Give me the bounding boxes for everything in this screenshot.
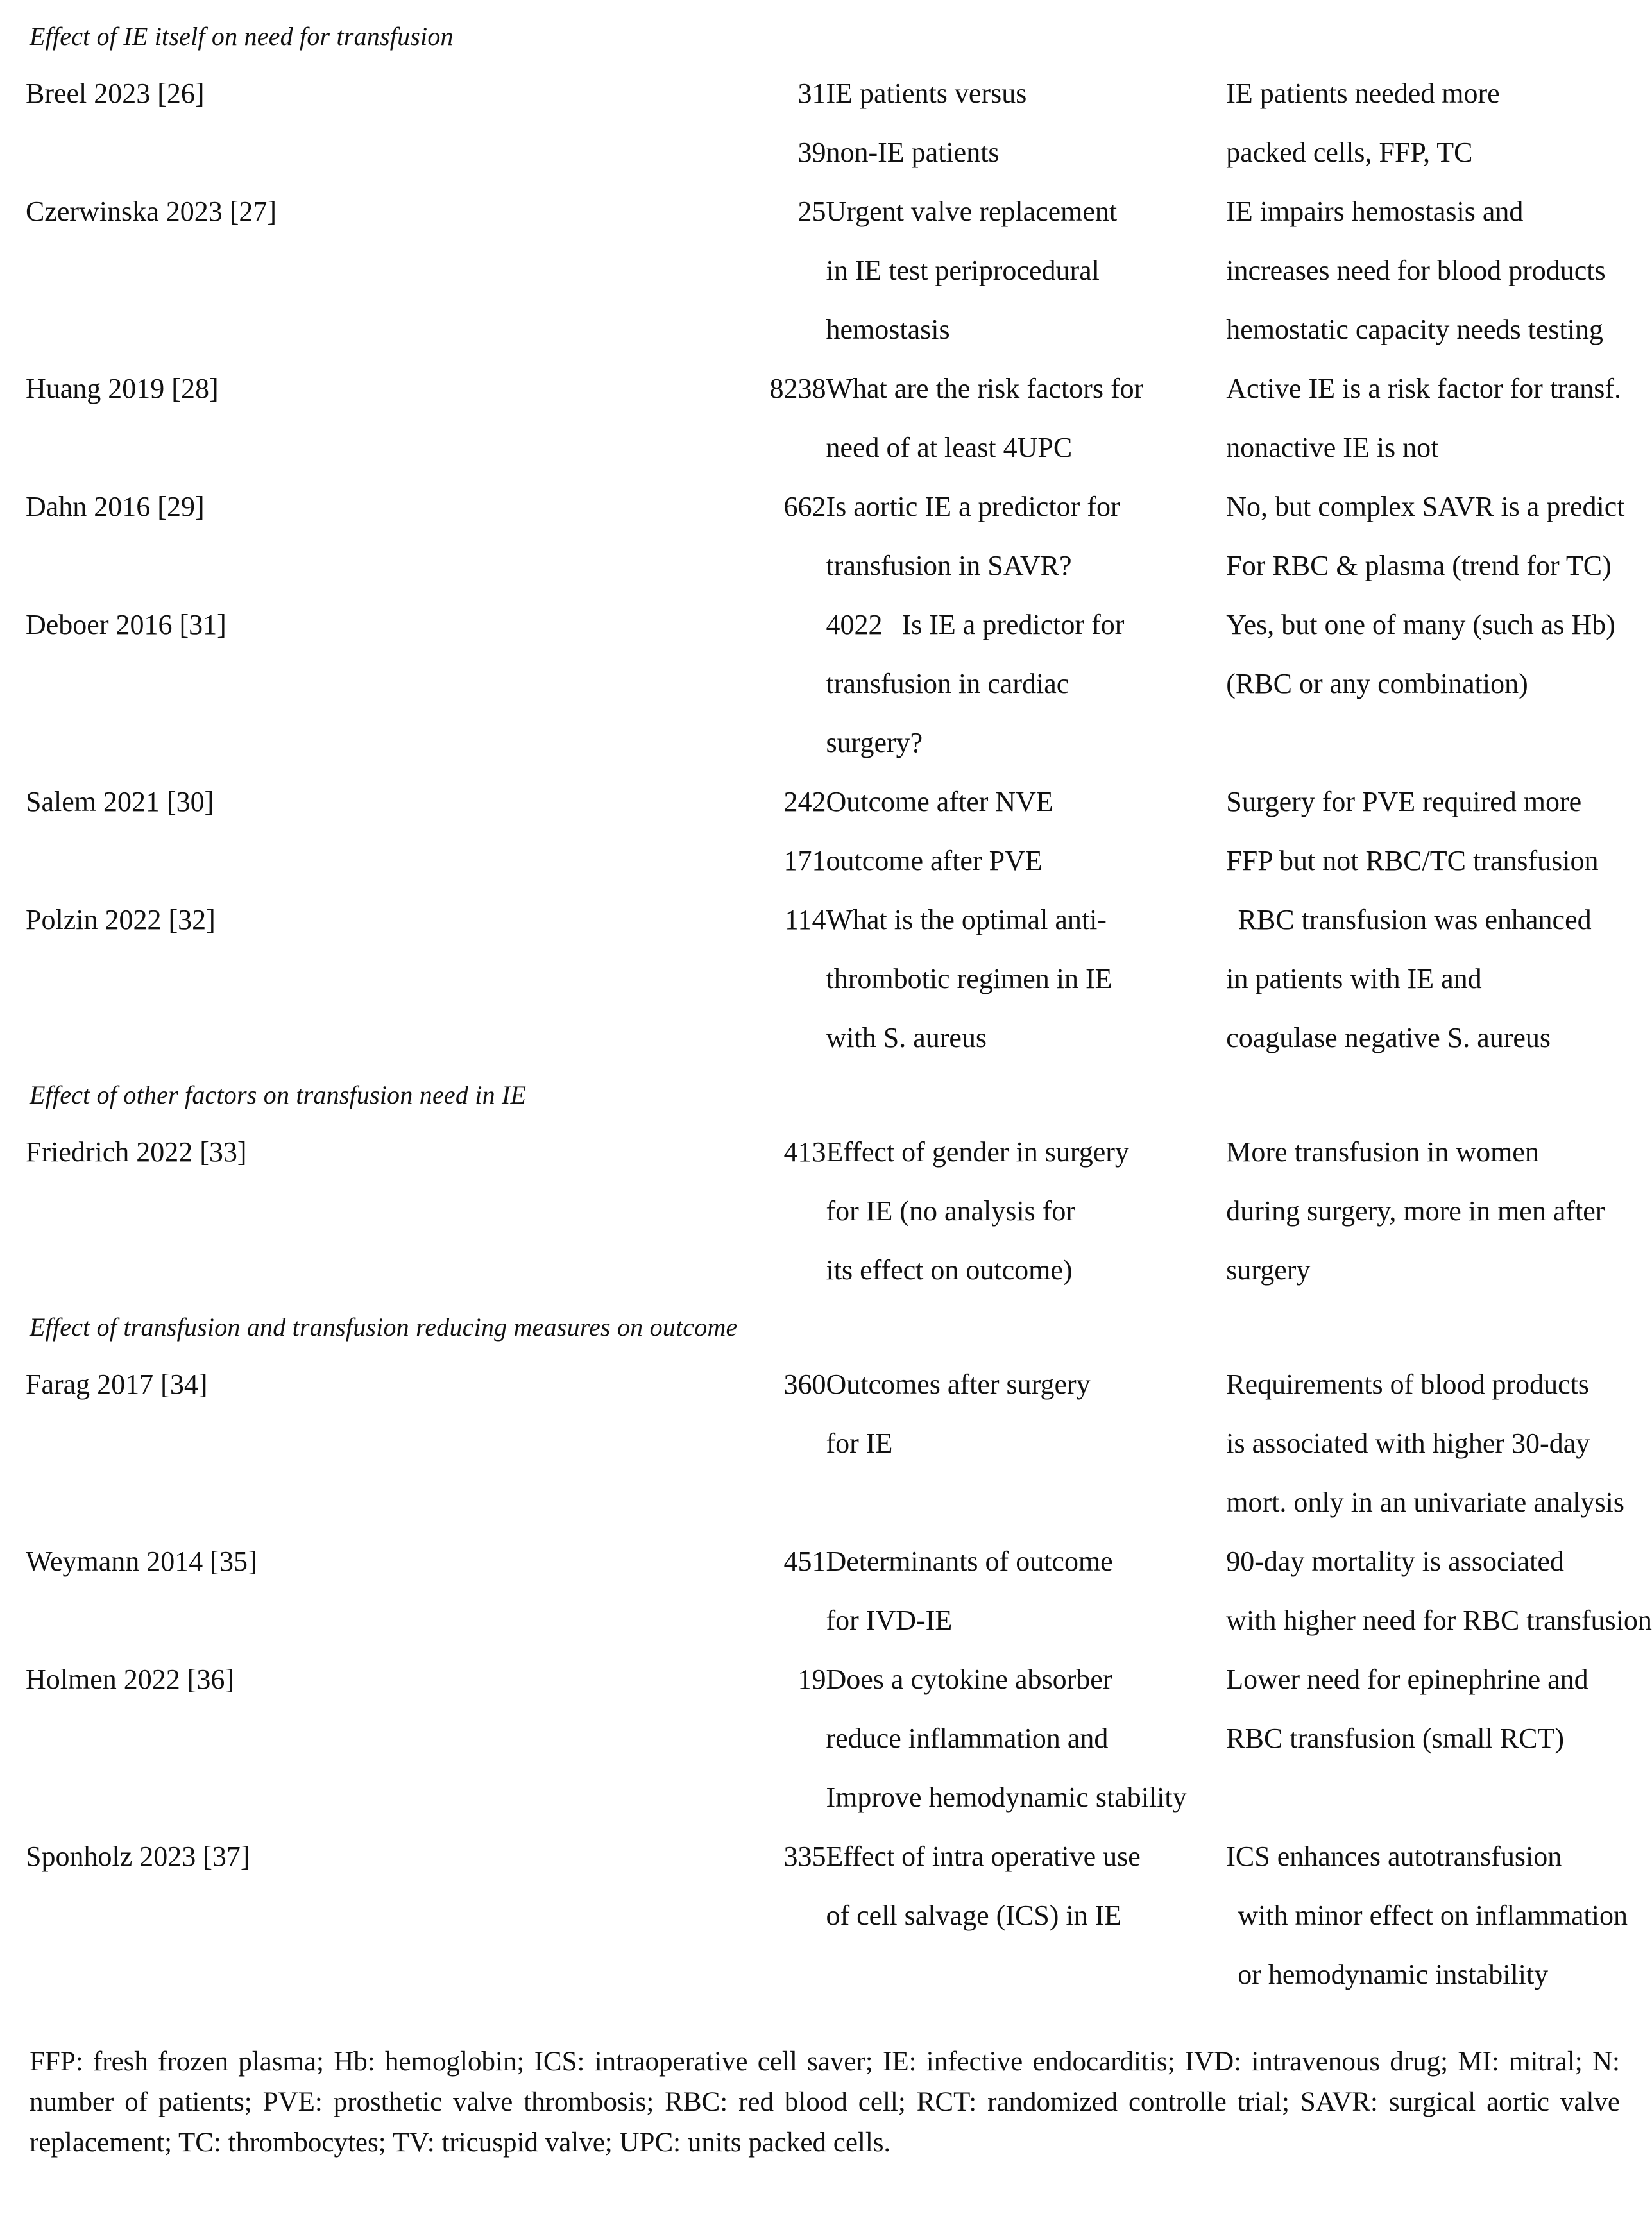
patient-count: 242 (783, 786, 826, 817)
table-row (26, 1009, 1626, 1068)
study-finding: Lower need for epinephrine and (1226, 1664, 1588, 1695)
abbreviations-footnote: FFP: fresh frozen plasma; Hb: hemoglobin; ICS: intraoperative cell saver; IE: infective endocarditis; IVD: intravenous drug; MI: mitral; N: number of patients; PVE: prosthetic valve thrombosis; RBC: red blood cell; RCT: randomized controlle trial; SAVR: surgical aortic valve replacement; TC: thrombocytes; TV: tricuspid valve; UPC: units packed cells. (30, 2047, 1620, 2158)
table-row (26, 713, 1626, 772)
study-aim (826, 1473, 1227, 1532)
table-row (26, 891, 1626, 950)
study-reference-continued (26, 1945, 426, 2004)
patient-count (426, 713, 826, 772)
study-finding: increases need for blood products (1226, 255, 1606, 286)
patient-count: 31 (797, 78, 826, 109)
study-reference-continued (26, 1591, 426, 1650)
study-aim: Improve hemodynamic stability (826, 1782, 1187, 1813)
study-reference-continued (26, 654, 426, 713)
study-reference-continued (26, 1709, 426, 1768)
patient-count: 19 (797, 1664, 826, 1695)
study-finding (1226, 713, 1626, 772)
study-finding: RBC transfusion (small RCT) (1226, 1723, 1565, 1754)
study-finding: surgery (1226, 1254, 1311, 1286)
section-heading: Effect of IE itself on need for transfusion (30, 22, 454, 51)
study-finding: RBC transfusion was enhanced (1238, 904, 1592, 935)
study-finding: coagulase negative S. aureus (1226, 1022, 1551, 1053)
patient-count (426, 300, 826, 359)
study-reference-continued (26, 536, 426, 595)
table-row (26, 241, 1626, 300)
table-row (26, 1945, 1626, 2004)
patient-count (426, 595, 826, 654)
patient-count (426, 950, 826, 1009)
study-reference: Dahn 2016 [29] (26, 491, 205, 522)
study-reference-continued (26, 418, 426, 477)
study-aim: need of at least 4UPC (826, 432, 1073, 463)
study-finding: No, but complex SAVR is a predict (1226, 491, 1625, 522)
study-aim: What is the optimal anti- (826, 904, 1107, 935)
study-finding (1226, 1945, 1626, 2004)
table-row (26, 1591, 1626, 1650)
studies-table (26, 9, 1652, 2004)
patient-count (426, 654, 826, 713)
patient-count (426, 1241, 826, 1300)
study-finding: Active IE is a risk factor for transf. (1226, 373, 1622, 404)
study-reference: Friedrich 2022 [33] (26, 1136, 247, 1168)
study-aim: reduce inflammation and (826, 1723, 1109, 1754)
patient-count: 171 (783, 845, 826, 876)
section-heading-row (26, 9, 1626, 64)
section-heading-row (26, 1300, 1626, 1355)
study-finding: mort. only in an univariate analysis (1226, 1487, 1624, 1518)
patient-count: 360 (783, 1368, 826, 1400)
study-finding: IE patients needed more (1226, 78, 1500, 109)
study-aim (826, 595, 1227, 654)
patient-count: 8238 (769, 373, 826, 404)
patient-count: 413 (783, 1136, 826, 1168)
table-row (26, 1473, 1626, 1532)
study-finding: Yes, but one of many (such as Hb) (1226, 609, 1615, 640)
study-reference-continued (26, 831, 426, 891)
study-finding: is associated with higher 30-day (1226, 1428, 1590, 1459)
study-aim: hemostasis (826, 314, 950, 345)
study-finding: Surgery for PVE required more (1226, 786, 1582, 817)
study-finding: hemostatic capacity needs testing (1226, 314, 1603, 345)
study-finding: FFP but not RBC/TC transfusion (1226, 845, 1599, 876)
study-finding: 90-day mortality is associated (1226, 1546, 1564, 1577)
patient-count: 114 (785, 904, 826, 935)
study-reference-continued (26, 300, 426, 359)
study-aim: non-IE patients (826, 137, 1000, 168)
study-reference-continued (26, 1768, 426, 1827)
study-aim: for IVD-IE (826, 1605, 953, 1636)
table-row (26, 1886, 1626, 1945)
aim-and-finding (826, 891, 1627, 950)
table-row (26, 950, 1626, 1009)
study-aim: surgery? (826, 727, 923, 758)
study-finding: IE impairs hemostasis and (1226, 196, 1524, 227)
study-reference: Deboer 2016 [31] (26, 609, 226, 640)
study-reference-continued (26, 1241, 426, 1300)
patient-count (426, 1414, 826, 1473)
patient-count (426, 1886, 826, 1945)
patient-count: 335 (783, 1841, 826, 1872)
patient-count-inline: 4022 (826, 609, 883, 640)
study-aim: for IE (826, 1428, 893, 1459)
patient-count: 25 (797, 196, 826, 227)
patient-count: 451 (783, 1546, 826, 1577)
study-finding: (RBC or any combination) (1226, 668, 1528, 699)
study-aim: its effect on outcome) (826, 1254, 1073, 1286)
study-aim: thrombotic regimen in IE (826, 963, 1112, 994)
table-row (26, 1768, 1626, 1827)
study-aim: of cell salvage (ICS) in IE (826, 1900, 1122, 1931)
section-heading-row (26, 1068, 1626, 1123)
patient-count (426, 1473, 826, 1532)
study-finding: Requirements of blood products (1226, 1368, 1590, 1400)
study-finding: packed cells, FFP, TC (1226, 137, 1473, 168)
table-row (26, 1827, 1626, 1886)
table-row (26, 654, 1626, 713)
table-row (26, 300, 1626, 359)
study-reference-continued (26, 713, 426, 772)
table-row (26, 1241, 1626, 1300)
study-aim: Outcome after NVE (826, 786, 1053, 817)
patient-count: 39 (797, 137, 826, 168)
patient-count (426, 1591, 826, 1650)
table-row (26, 1709, 1626, 1768)
study-aim-text: Is IE a predictor for (901, 609, 1125, 640)
study-aim (826, 1945, 1227, 2004)
study-reference-continued (26, 123, 426, 182)
study-aim: IE patients versus (826, 78, 1027, 109)
patient-count: 662 (783, 491, 826, 522)
patient-count (426, 418, 826, 477)
study-finding: in patients with IE and (1226, 963, 1482, 994)
study-reference: Salem 2021 [30] (26, 786, 214, 817)
patient-count (426, 1945, 826, 2004)
study-finding-text: or hemodynamic instability (1238, 1959, 1549, 1990)
study-aim: Effect of gender in surgery (826, 1136, 1129, 1168)
table-row (26, 772, 1626, 831)
study-aim: transfusion in cardiac (826, 668, 1069, 699)
study-aim: outcome after PVE (826, 845, 1043, 876)
study-reference-continued (26, 950, 426, 1009)
table-row (26, 1414, 1626, 1473)
study-reference: Farag 2017 [34] (26, 1368, 208, 1400)
table-row (26, 418, 1626, 477)
patient-count (426, 536, 826, 595)
study-aim: Urgent valve replacement (826, 196, 1118, 227)
table-row (26, 64, 1626, 123)
study-reference: Holmen 2022 [36] (26, 1664, 235, 1695)
study-aim: Determinants of outcome (826, 1546, 1113, 1577)
table-row (26, 1532, 1626, 1591)
study-aim: Outcomes after surgery (826, 1368, 1091, 1400)
study-reference-continued (26, 1886, 426, 1945)
study-finding: nonactive IE is not (1226, 432, 1439, 463)
study-reference: Polzin 2022 [32] (26, 904, 216, 935)
study-reference-continued (26, 1414, 426, 1473)
patient-count (426, 1768, 826, 1827)
study-finding (1226, 1768, 1626, 1827)
study-finding (1226, 1886, 1626, 1945)
study-aim: Does a cytokine absorber (826, 1664, 1112, 1695)
study-reference: Weymann 2014 [35] (26, 1546, 257, 1577)
study-reference-continued (26, 241, 426, 300)
table-row (26, 595, 1626, 654)
table-row (26, 536, 1626, 595)
study-reference-continued (26, 1182, 426, 1241)
study-finding-text: with minor effect on inflammation (1238, 1900, 1628, 1931)
table-row (26, 1182, 1626, 1241)
patient-count (426, 1709, 826, 1768)
table-row (26, 1123, 1626, 1182)
study-reference: Huang 2019 [28] (26, 373, 219, 404)
study-reference-continued (26, 1473, 426, 1532)
patient-count (426, 1009, 826, 1068)
study-reference: Sponholz 2023 [37] (26, 1841, 250, 1872)
study-finding: ICS enhances autotransfusion (1226, 1841, 1562, 1872)
table-row (26, 1650, 1626, 1709)
study-aim: for IE (no analysis for (826, 1195, 1076, 1227)
section-heading: Effect of transfusion and transfusion reducing measures on outcome (30, 1313, 738, 1342)
study-finding: during surgery, more in men after (1226, 1195, 1605, 1227)
study-finding: with higher need for RBC transfusion (1226, 1605, 1652, 1636)
table-row (26, 1355, 1626, 1414)
study-aim: Effect of intra operative use (826, 1841, 1141, 1872)
table-row (26, 477, 1626, 536)
study-finding: More transfusion in women (1226, 1136, 1539, 1168)
study-aim: transfusion in SAVR? (826, 550, 1072, 581)
table-row (26, 831, 1626, 891)
table-row (26, 359, 1626, 418)
patient-count (426, 241, 826, 300)
patient-count (426, 1182, 826, 1241)
study-aim: What are the risk factors for (826, 373, 1144, 404)
study-aim: Is aortic IE a predictor for (826, 491, 1120, 522)
section-heading: Effect of other factors on transfusion need in IE (30, 1080, 527, 1109)
study-aim: with S. aureus (826, 1022, 987, 1053)
study-reference-continued (26, 1009, 426, 1068)
study-reference: Czerwinska 2023 [27] (26, 196, 277, 227)
study-aim: in IE test periprocedural (826, 255, 1100, 286)
table-row (26, 182, 1626, 241)
study-reference: Breel 2023 [26] (26, 78, 205, 109)
table-row (26, 123, 1626, 182)
study-finding: For RBC & plasma (trend for TC) (1226, 550, 1612, 581)
